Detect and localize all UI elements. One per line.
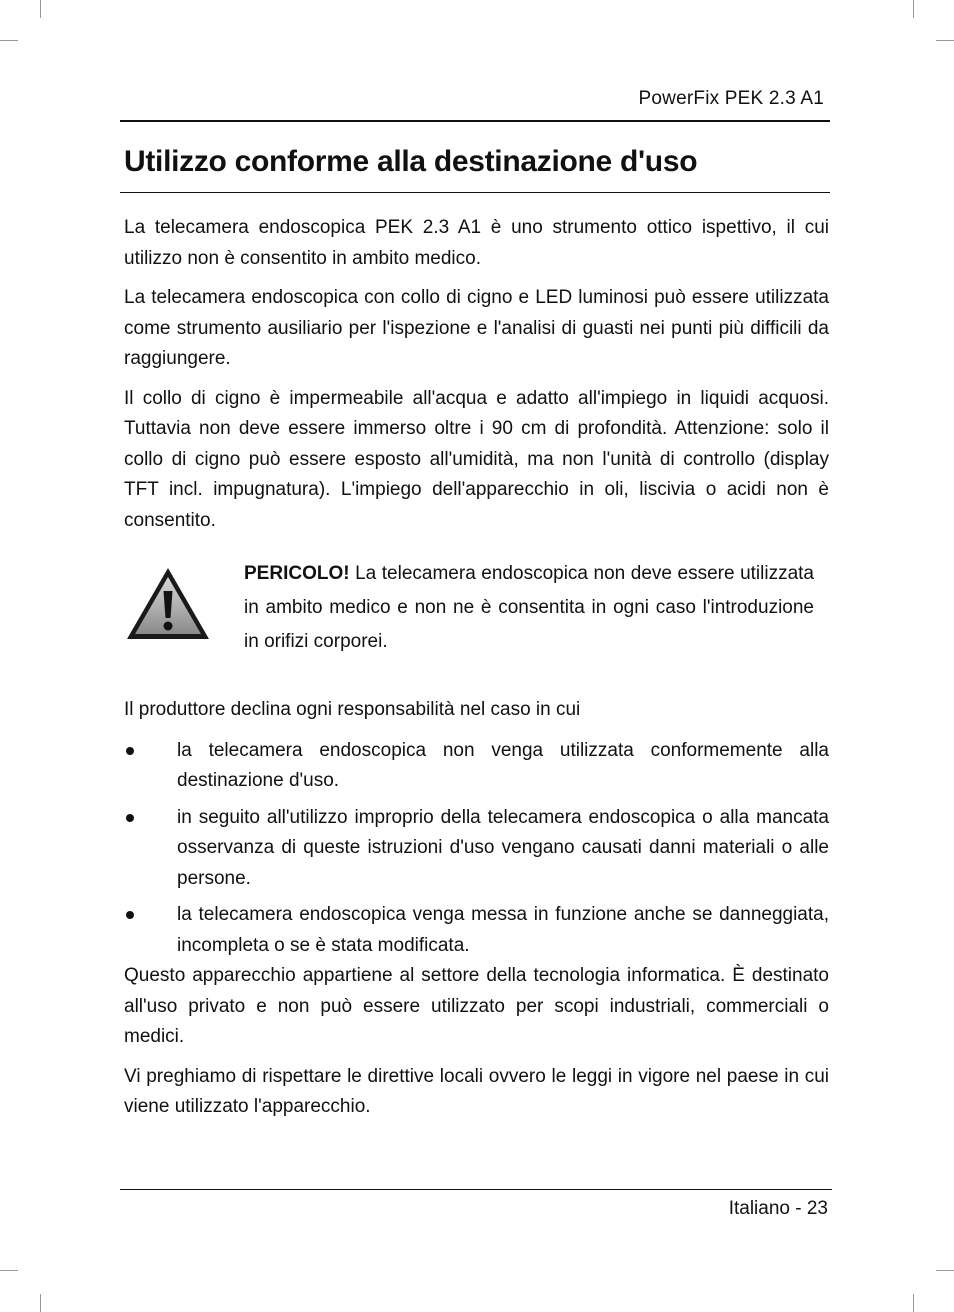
running-header: PowerFix PEK 2.3 A1 (638, 88, 824, 109)
page-title: Utilizzo conforme alla destinazione d'uso (124, 145, 698, 178)
paragraph: Vi preghiamo di rispettare le direttive locali ovvero le leggi in vigore nel paese in cui viene utilizzato l'apparecchio. (124, 1065, 829, 1117)
liability-list (124, 736, 829, 962)
danger-label: PERICOLO! (244, 563, 350, 584)
danger-text (244, 557, 814, 659)
page-body (124, 213, 829, 1132)
paragraph: Il collo di cigno è impermeabile all'acqua e adatto all'impiego in liquidi acquosi. Tuttavia non deve essere immerso oltre i 90 cm di profondità. Attenzione: solo il collo di cigno può essere esposto all'umidità, ma non l'unità di controllo (display TFT incl. impugnatura). L'impiego dell'apparecchio in oli, liscivia o acidi non è consentito. (124, 387, 829, 531)
danger-message: La telecamera endoscopica non deve essere utilizzata in ambito medico e non ne è consentita in ogni caso l'introduzione in orifizi corporei. (244, 563, 814, 652)
list-item (124, 803, 829, 895)
warning-triangle-icon (124, 557, 244, 659)
liability-intro: Il produttore declina ogni responsabilità nel caso in cui (124, 699, 581, 720)
bullet-icon (126, 911, 134, 919)
danger-notice (124, 557, 829, 659)
crop-mark (0, 1270, 18, 1271)
crop-mark (0, 40, 18, 41)
list-item-text: la telecamera endoscopica venga messa in funzione anche se danneggiata, incompleta o se è stata modificata. (177, 904, 829, 956)
title-rule (120, 192, 830, 193)
paragraph: Questo apparecchio appartiene al settore della tecnologia informatica. È destinato all'uso privato e non può essere utilizzato per scopi industriali, commerciali o medici. (124, 965, 829, 1047)
bullet-icon (126, 747, 134, 755)
bullet-icon (126, 814, 134, 822)
crop-mark (40, 1294, 41, 1312)
crop-mark (936, 40, 954, 41)
list-item-text: la telecamera endoscopica non venga utilizzata conformemente alla destinazione d'uso. (177, 739, 829, 791)
crop-mark (913, 0, 914, 18)
crop-mark (936, 1270, 954, 1271)
paragraph: La telecamera endoscopica con collo di cigno e LED luminosi può essere utilizzata come strumento ausiliario per l'ispezione e l'analisi di guasti nei punti più difficili da raggiungere. (124, 287, 829, 369)
list-item (124, 900, 829, 961)
list-item-text: in seguito all'utilizzo improprio della telecamera endoscopica o alla mancata osservanza di queste istruzioni d'uso vengano causati danni materiali o alle persone. (177, 806, 829, 889)
paragraph: La telecamera endoscopica PEK 2.3 A1 è uno strumento ottico ispettivo, il cui utilizzo non è consentito in ambito medico. (124, 217, 829, 269)
crop-mark (40, 0, 41, 18)
list-item (124, 736, 829, 797)
page-number: Italiano - 23 (728, 1198, 828, 1219)
header-rule (120, 120, 830, 122)
footer-rule (120, 1189, 832, 1190)
crop-mark (913, 1294, 914, 1312)
